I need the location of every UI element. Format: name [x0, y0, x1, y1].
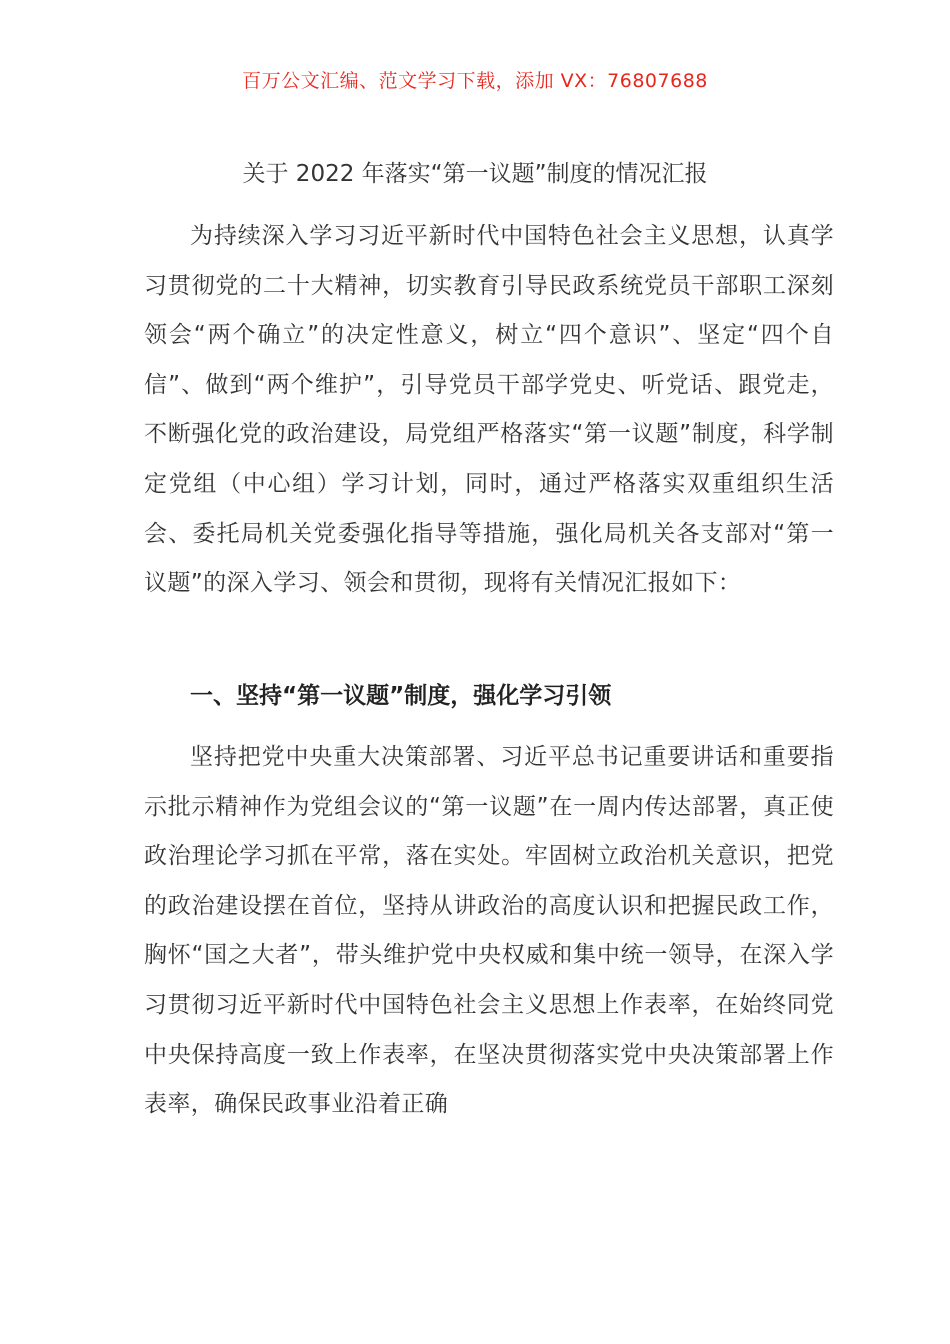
document-title: 关于 2022 年落实“第一议题”制度的情况汇报 [242, 161, 708, 187]
intro-paragraph: 为持续深入学习习近平新时代中国特色社会主义思想，认真学习贯彻党的二十大精神，切实教育引导民政系统党员干部职工深刻领会“两个确立”的决定性意义，树立“四个意识”、坚定“四个自信”、做到“两个维护”，引导党员干部学党史、听党话、跟党走，不断强化党的政治建设，局党组严格落实“第一议题”制度，科学制定党组（中心组）学习计划，同时，通过严格落实双重组织生活会、委托局机关党委强化指导等措施，强化局机关各支部对“第一议题”的深入学习、领会和贯彻，现将有关情况汇报如下： [144, 223, 834, 597]
promo-banner: 百万公文汇编、范文学习下载，添加 VX：76807688 [242, 70, 708, 92]
section-body-paragraph: 坚持把党中央重大决策部署、习近平总书记重要讲话和重要指示批示精神作为党组会议的“第一议题”在一周内传达部署，真正使政治理论学习抓在平常，落在实处。牢固树立政治机关意识，把党的政治建设摆在首位，坚持从讲政治的高度认识和把握民政工作，胸怀“国之大者”，带头维护党中央权威和集中统一领导，在深入学习贯彻习近平新时代中国特色社会主义思想上作表率，在始终同党中央保持高度一致上作表率，在坚决贯彻落实党中央决策部署上作表率，确保民政事业沿着正确 [144, 744, 834, 1118]
section-heading: 一、坚持“第一议题”制度，强化学习引领 [190, 683, 612, 709]
